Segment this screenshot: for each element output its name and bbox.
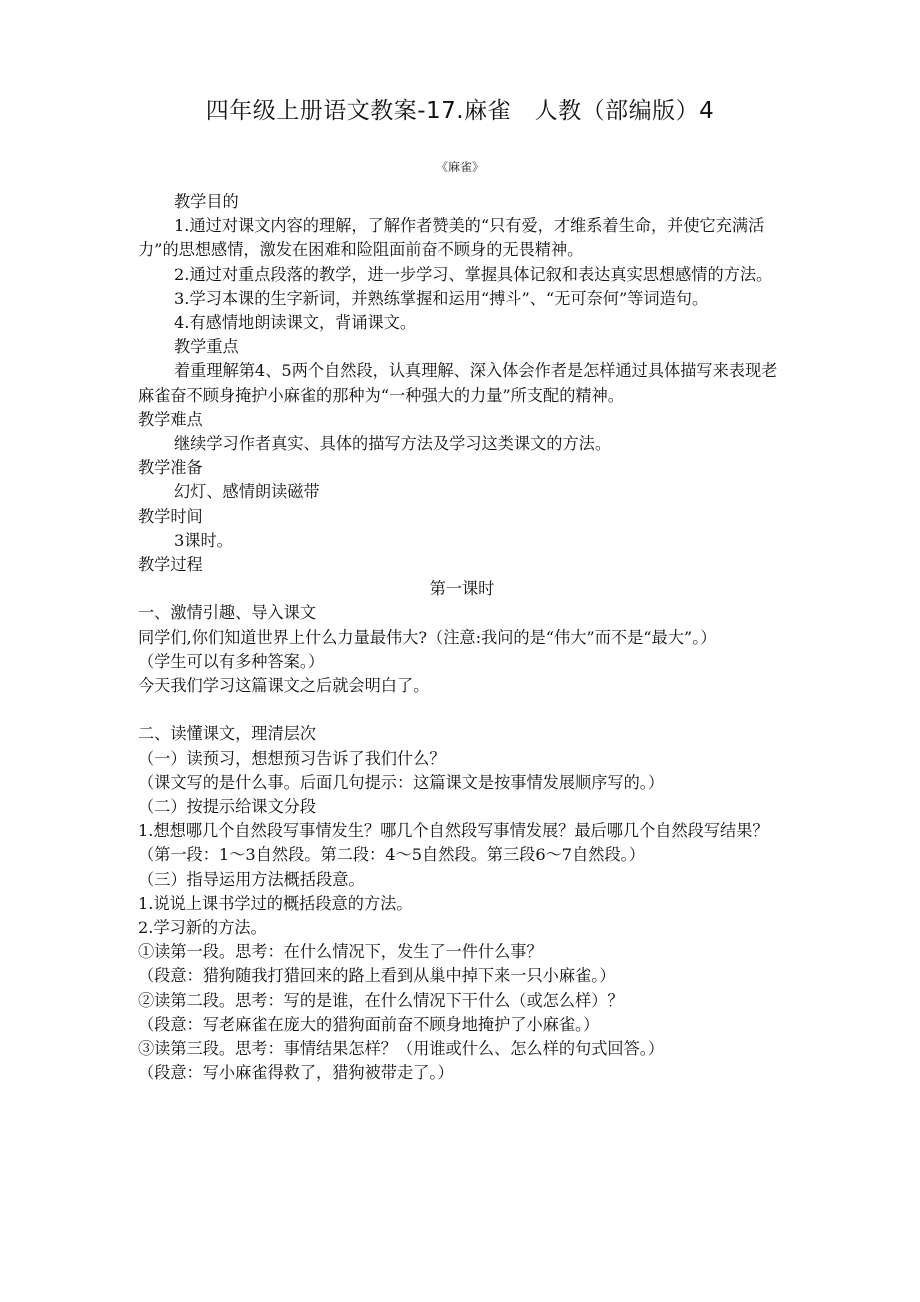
- section-heading: 教学时间: [138, 506, 203, 526]
- section-heading: 二、读懂课文，理清层次: [138, 724, 317, 744]
- paragraph: 今天我们学习这篇课文之后就会明白了。: [138, 676, 430, 696]
- section-heading: 教学准备: [138, 458, 203, 478]
- paragraph: （三）指导运用方法概括段意。: [138, 869, 365, 889]
- document-title: 四年级上册语文教案-17.麻雀 人教（部编版）4: [205, 98, 715, 124]
- paragraph: 3.学习本课的生字新词，并熟练掌握和运用“搏斗”、“无可奈何”等词造句。: [174, 288, 709, 308]
- paragraph: ①读第一段。思考：在什么情况下，发生了一件什么事？: [138, 942, 543, 962]
- paragraph: 着重理解第4、5两个自然段，认真理解、深入体会作者是怎样通过具体描写来表现老麻雀奋不顾身掩护小麻雀的那种为“一种强大的力量”所支配的精神。: [138, 361, 778, 405]
- paragraph: （课文写的是什么事。后面几句提示：这篇课文是按事情发展顺序写的。）: [138, 772, 665, 792]
- paragraph: 4.有感情地朗读课文，背诵课文。: [174, 313, 417, 333]
- paragraph: 继续学习作者真实、具体的描写方法及学习这类课文的方法。: [174, 434, 612, 454]
- section-heading: 教学目的: [174, 192, 239, 211]
- section-heading: 教学重点: [174, 337, 239, 357]
- paragraph: ②读第二段。思考：写的是谁，在什么情况下干什么（或怎么样）？: [138, 990, 624, 1010]
- paragraph: 3课时。: [174, 530, 233, 550]
- section-heading: 教学过程: [138, 555, 203, 575]
- paragraph: 幻灯、感情朗读磁带: [174, 482, 320, 502]
- section-heading: 教学难点: [138, 409, 203, 429]
- paragraph: （段意：猎狗随我打猎回来的路上看到从巢中掉下来一只小麻雀。）: [138, 966, 616, 986]
- paragraph: 1.说说上课书学过的概括段意的方法。: [138, 893, 413, 913]
- document-body: [138, 190, 786, 1086]
- paragraph: 1.通过对课文内容的理解，了解作者赞美的“只有爱，才维系着生命，并使它充满活力”的思想感情，激发在困难和险阻面前奋不顾身的无畏精神。: [138, 216, 765, 260]
- paragraph: 2.学习新的方法。: [138, 918, 267, 938]
- paragraph: （一）读预习，想想预习告诉了我们什么？: [138, 748, 446, 768]
- blank-line: [138, 698, 786, 722]
- paragraph: 1.想想哪几个自然段写事情发生？哪几个自然段写事情发展？最后哪几个自然段写结果？（第一段：1～3自然段。第二段：4～5自然段。第三段6～7自然段。）: [138, 821, 769, 865]
- paragraph: （二）按提示给课文分段: [138, 797, 317, 817]
- section-heading: 一、激情引趣、导入课文: [138, 603, 317, 623]
- document-subtitle: 《麻雀》: [435, 160, 484, 174]
- paragraph: （段意：写老麻雀在庞大的猎狗面前奋不顾身地掩护了小麻雀。）: [138, 1014, 600, 1034]
- paragraph: （学生可以有多种答案。）: [138, 651, 325, 671]
- paragraph: 同学们,你们知道世界上什么力量最伟大?（注意:我问的是“伟大”而不是“最大”。）: [138, 627, 717, 647]
- paragraph: ③读第三段。思考：事情结果怎样？（用谁或什么、怎么样的句式回答。）: [138, 1039, 665, 1059]
- paragraph: （段意：写小麻雀得救了，猎狗被带走了。）: [138, 1063, 454, 1083]
- lesson-heading: 第一课时: [429, 579, 495, 599]
- paragraph: 2.通过对重点段落的教学，进一步学习、掌握具体记叙和表达真实思想感情的方法。: [174, 264, 773, 284]
